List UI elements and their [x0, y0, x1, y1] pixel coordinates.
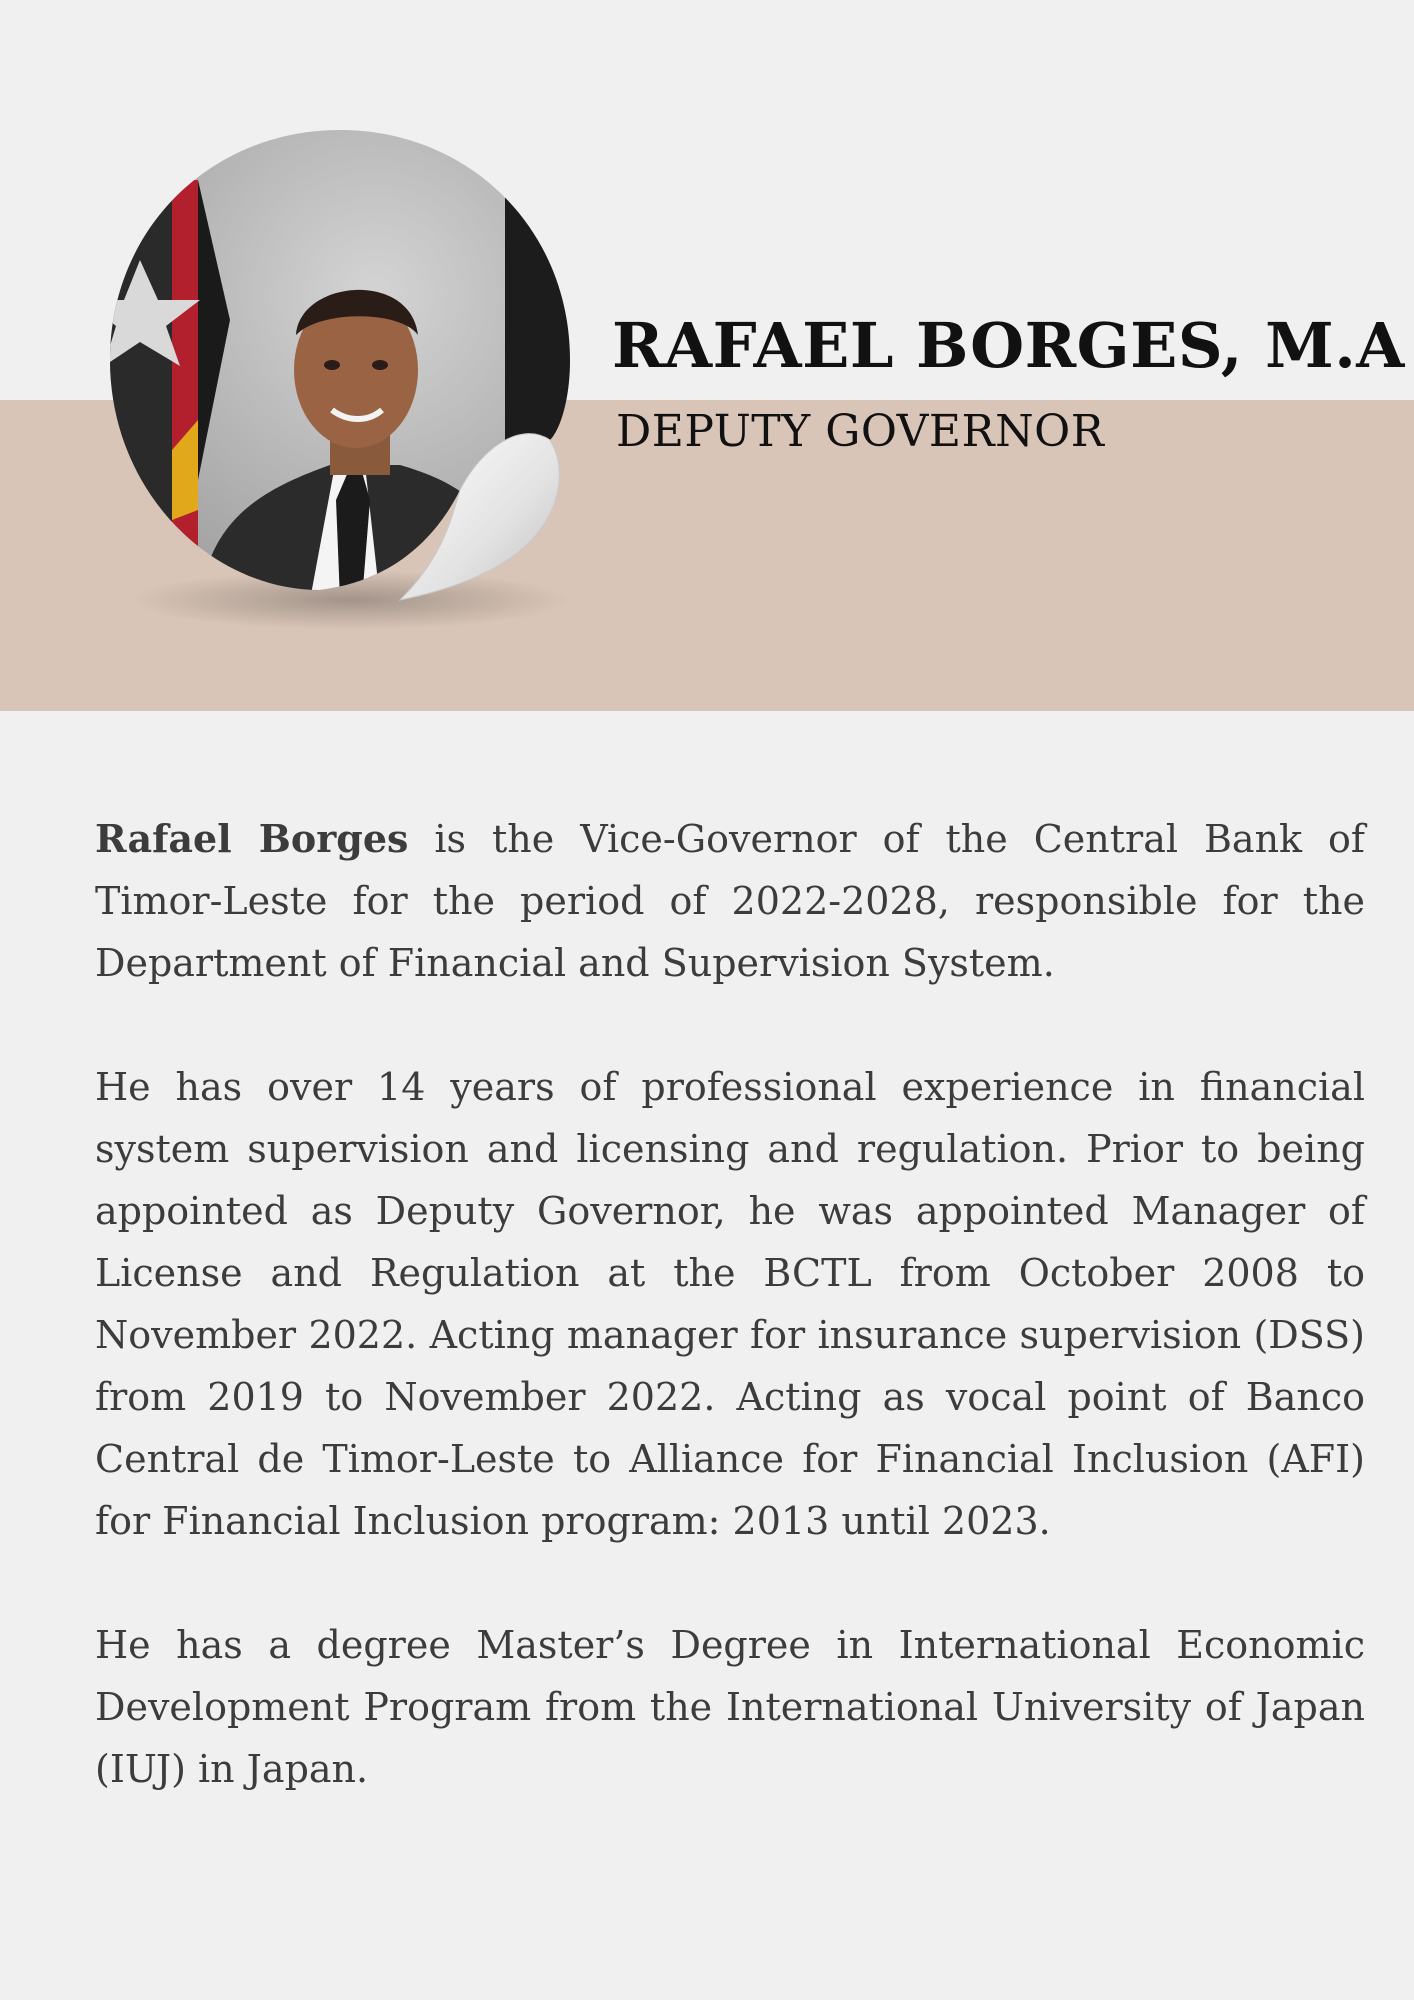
bio-paragraph-3: He has a degree Master’s Degree in International Economic Development Program from the International University of Japan (IUJ) in Japan.: [95, 1623, 1365, 1791]
bio-name-bold: Rafael Borges: [95, 816, 409, 861]
person-name: RAFAEL BORGES, M.A: [612, 309, 1405, 382]
biography: [95, 808, 1365, 1862]
portrait-sticker-icon: [100, 120, 600, 640]
bio-paragraph-1: [95, 808, 1365, 994]
bio-paragraph-2: He has over 14 years of professional experience in financial system supervision and licensing and regulation. Prior to being appointed as Deputy Governor, he was appointed Manager of License and Regulation at the BCTL from October 2008 to November 2022. Acting manager for insurance supervision (DSS) from 2019 to November 2022. Acting as vocal point of Banco Central de Timor-Leste to Alliance for Financial Inclusion (AFI) for Financial Inclusion program: 2013 until 2023.: [95, 1065, 1365, 1543]
portrait-photo: [100, 120, 600, 640]
person-title: DEPUTY GOVERNOR: [616, 406, 1105, 457]
bio-paragraph-1-text: is the Vice-Governor of the Central Bank of Timor-Leste for the period of 2022-2028, responsible for the Department of Financial and Supervision System.: [95, 817, 1365, 985]
